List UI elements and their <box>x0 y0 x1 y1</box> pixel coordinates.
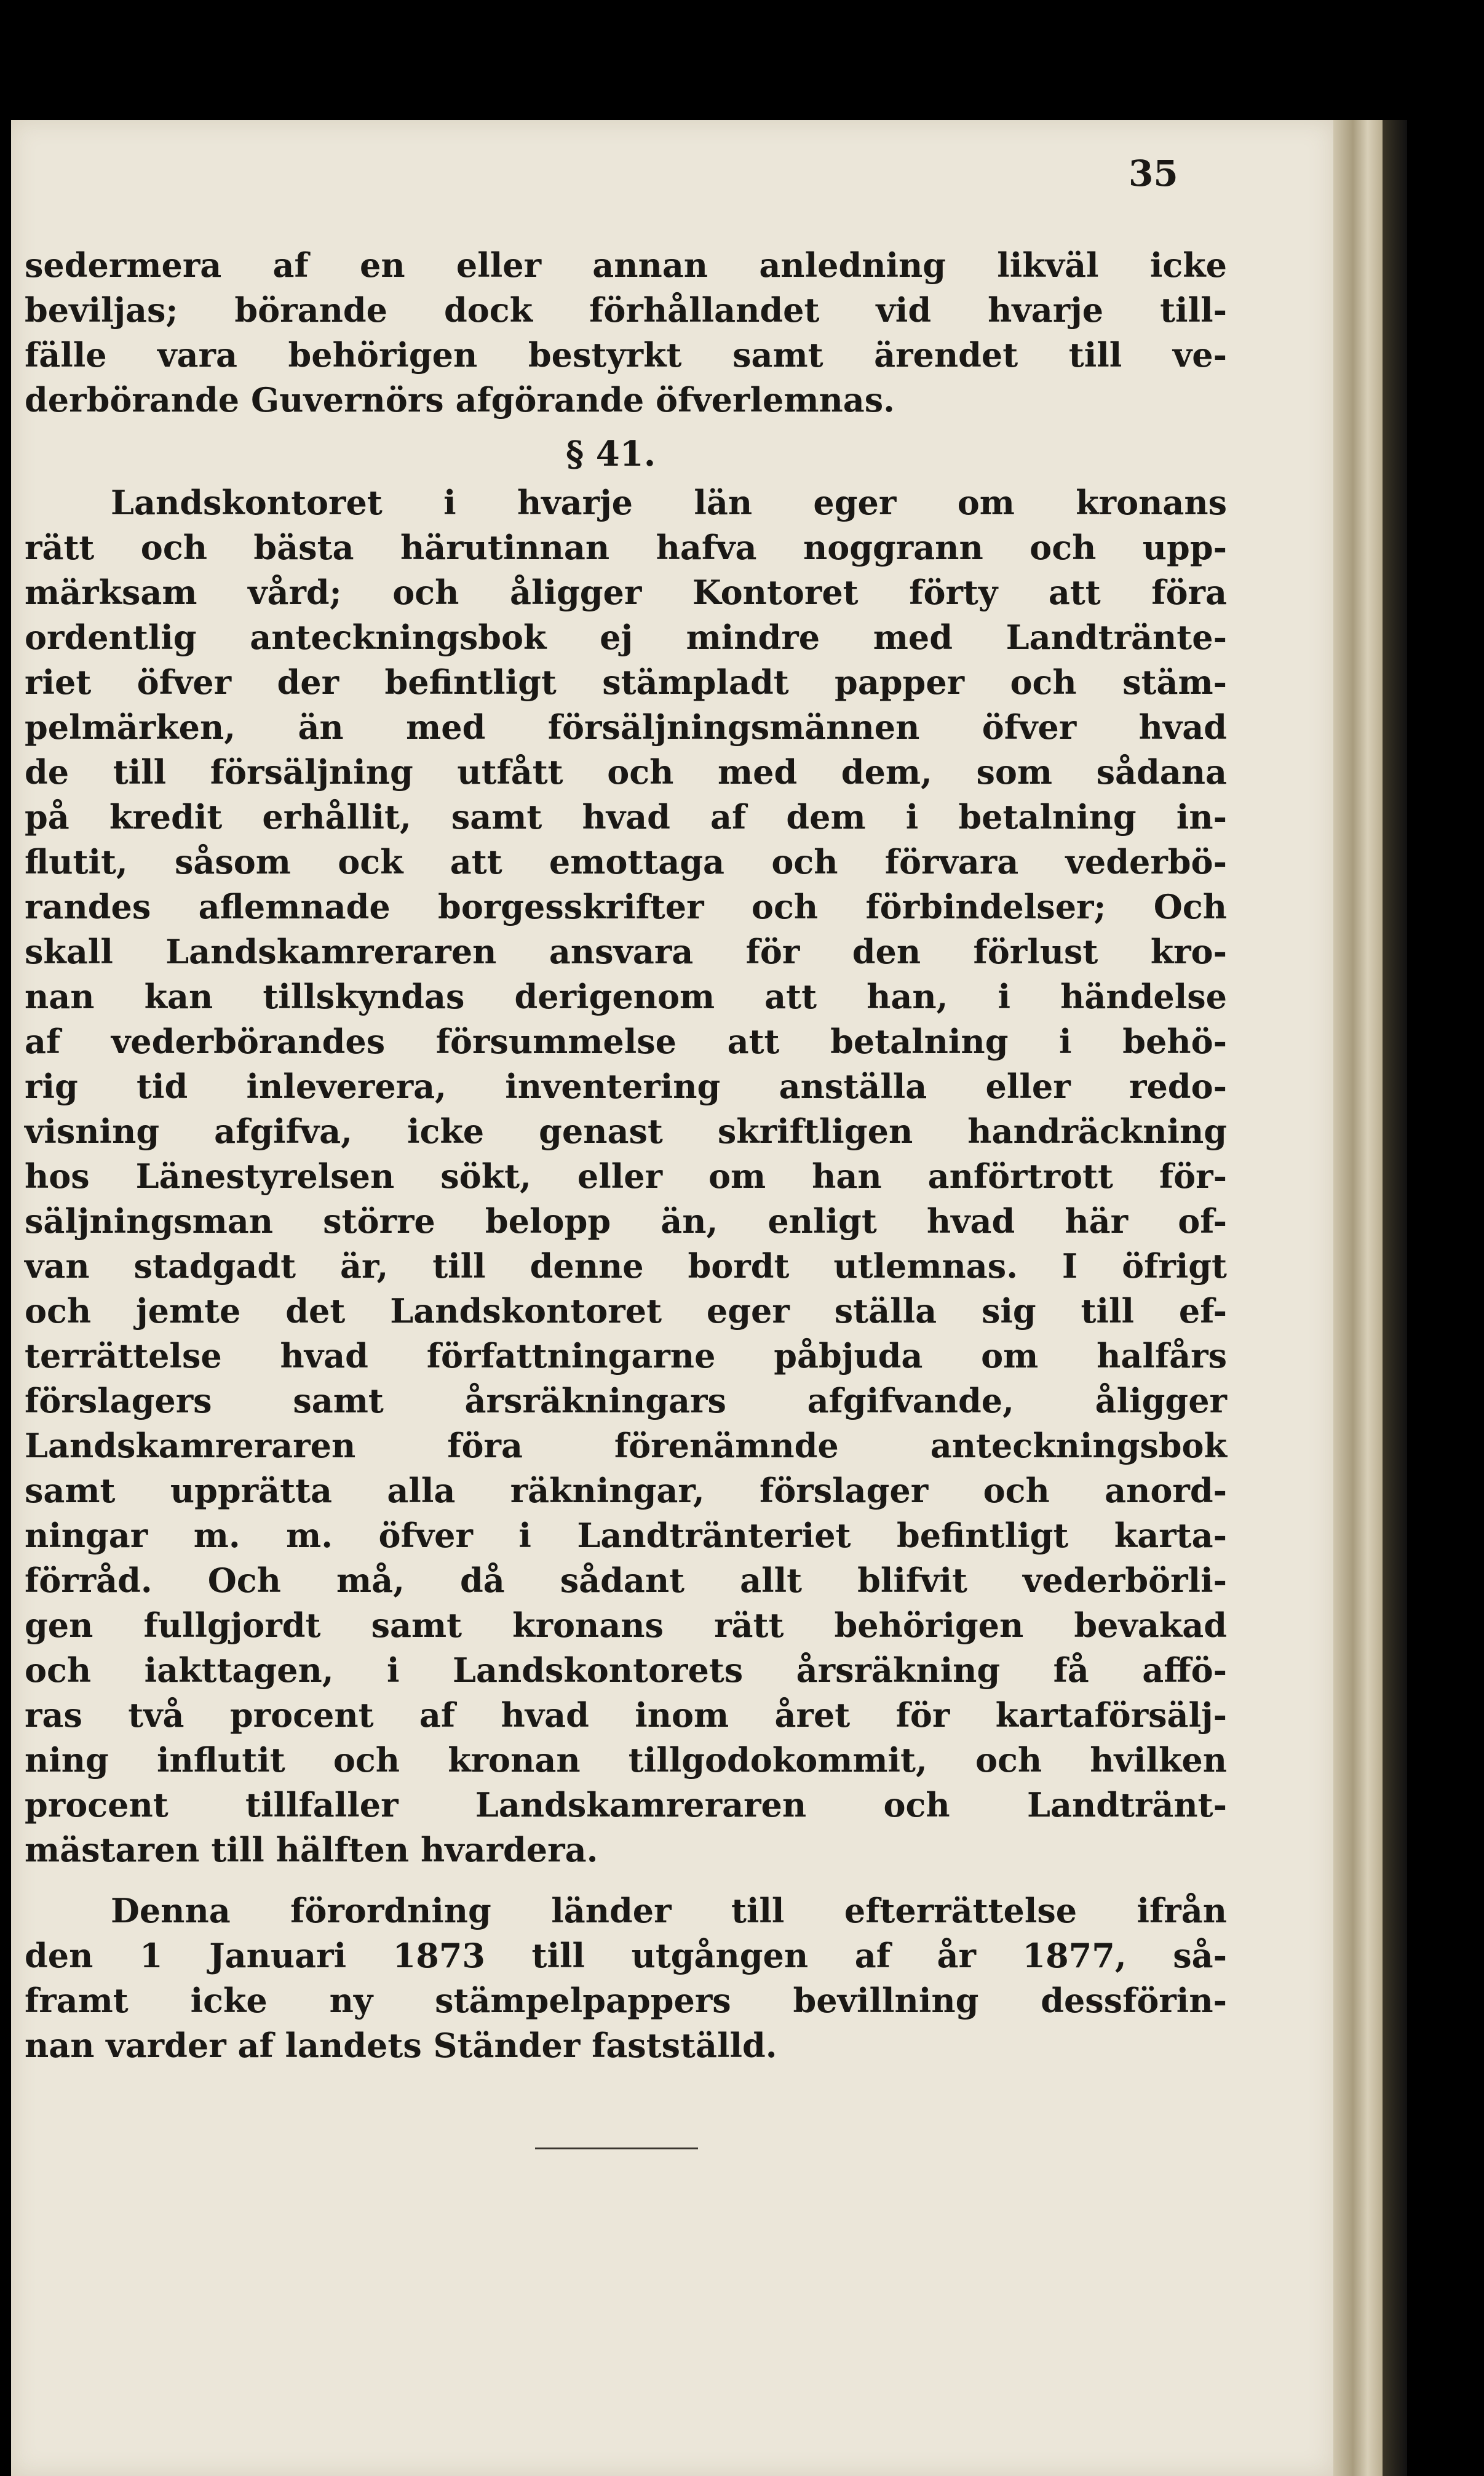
section-body <box>25 480 1227 2068</box>
end-rule <box>535 2148 698 2149</box>
text-line: framt icke ny stämpelpappers bevillning dessförin- <box>25 1981 1227 2020</box>
text-line: beviljas; börande dock förhållandet vid hvarje till- <box>25 290 1227 330</box>
opening-paragraph <box>25 243 1227 423</box>
text-line: pelmärken, än med försäljningsmännen öfver hvad <box>25 707 1227 747</box>
text-line: af vederbörandes försummelse att betalning i behö- <box>25 1022 1227 1061</box>
text-line: Denna förordning länder till efterrättelse ifrån <box>111 1891 1227 1930</box>
text-line: ningar m. m. öfver i Landtränteriet befintligt karta- <box>25 1516 1227 1555</box>
text-line: märksam vård; och åligger Kontoret förty att föra <box>25 573 1227 612</box>
text-line: den 1 Januari 1873 till utgången af år 1877, så- <box>25 1936 1227 1975</box>
text-line: och iakttagen, i Landskontorets årsräkning få affö- <box>25 1650 1227 1690</box>
text-line: mästaren till hälften hvardera. <box>25 1830 598 1869</box>
body-text <box>25 243 1227 2068</box>
page-number: 35 <box>1129 153 1178 194</box>
text-line: visning afgifva, icke genast skriftligen handräckning <box>25 1112 1227 1151</box>
text-line: nan kan tillskyndas derigenom att han, i händelse <box>25 977 1227 1016</box>
paragraph-gap <box>25 1873 1227 1889</box>
text-line: de till försäljning utfått och med dem, som sådana <box>25 752 1227 792</box>
text-line: och jemte det Landskontoret eger ställa sig till ef- <box>25 1291 1227 1331</box>
text-line: ning influtit och kronan tillgodokommit, och hvilken <box>25 1740 1227 1780</box>
text-line: Landskontoret i hvarje län eger om kronans <box>111 483 1227 522</box>
text-line: rätt och bästa härutinnan hafva noggrann och upp- <box>25 528 1227 567</box>
text-line: gen fullgjordt samt kronans rätt behörigen bevakad <box>25 1606 1227 1645</box>
text-line: rig tid inleverera, inventering anställa eller redo- <box>25 1067 1227 1106</box>
text-line: säljningsman större belopp än, enligt hvad här of- <box>25 1201 1227 1241</box>
book-gutter <box>1333 120 1383 2476</box>
text-line: förslagers samt årsräkningars afgifvande, åligger <box>25 1381 1227 1420</box>
text-line: ras två procent af hvad inom året för kartaförsälj- <box>25 1695 1227 1735</box>
section-heading: § 41. <box>566 434 656 474</box>
text-line: flutit, såsom ock att emottaga och förvara vederbö- <box>25 842 1227 882</box>
text-line: van stadgadt är, till denne bordt utlemnas. I öfrigt <box>25 1246 1227 1286</box>
text-line: på kredit erhållit, samt hvad af dem i betalning in- <box>25 797 1227 837</box>
text-line: sedermera af en eller annan anledning likväl icke <box>25 245 1227 285</box>
page-edge-shadow <box>1383 120 1407 2476</box>
text-line: förråd. Och må, då sådant allt blifvit vederbörli- <box>25 1561 1227 1600</box>
text-line: nan varder af landets Ständer fastställd. <box>25 2026 777 2065</box>
text-line: procent tillfaller Landskamreraren och Landtränt- <box>25 1785 1227 1825</box>
text-line: hos Länestyrelsen sökt, eller om han anförtrott för- <box>25 1156 1227 1196</box>
text-line: ordentlig anteckningsbok ej mindre med Landtränte- <box>25 618 1227 657</box>
text-line: derbörande Guvernörs afgörande öfverlemnas. <box>25 380 895 420</box>
text-line: riet öfver der befintligt stämpladt papper och stäm- <box>25 663 1227 702</box>
text-line: fälle vara behörigen bestyrkt samt ärendet till ve- <box>25 335 1227 375</box>
text-line: terrättelse hvad författningarne påbjuda om halfårs <box>25 1336 1227 1375</box>
text-line: Landskamreraren föra förenämnde anteckningsbok <box>25 1426 1227 1465</box>
text-line: samt upprätta alla räkningar, förslager och anord- <box>25 1471 1227 1510</box>
text-line: randes aflemnade borgesskrifter och förbindelser; Och <box>25 887 1227 926</box>
text-line: skall Landskamreraren ansvara för den förlust kro- <box>25 932 1227 971</box>
